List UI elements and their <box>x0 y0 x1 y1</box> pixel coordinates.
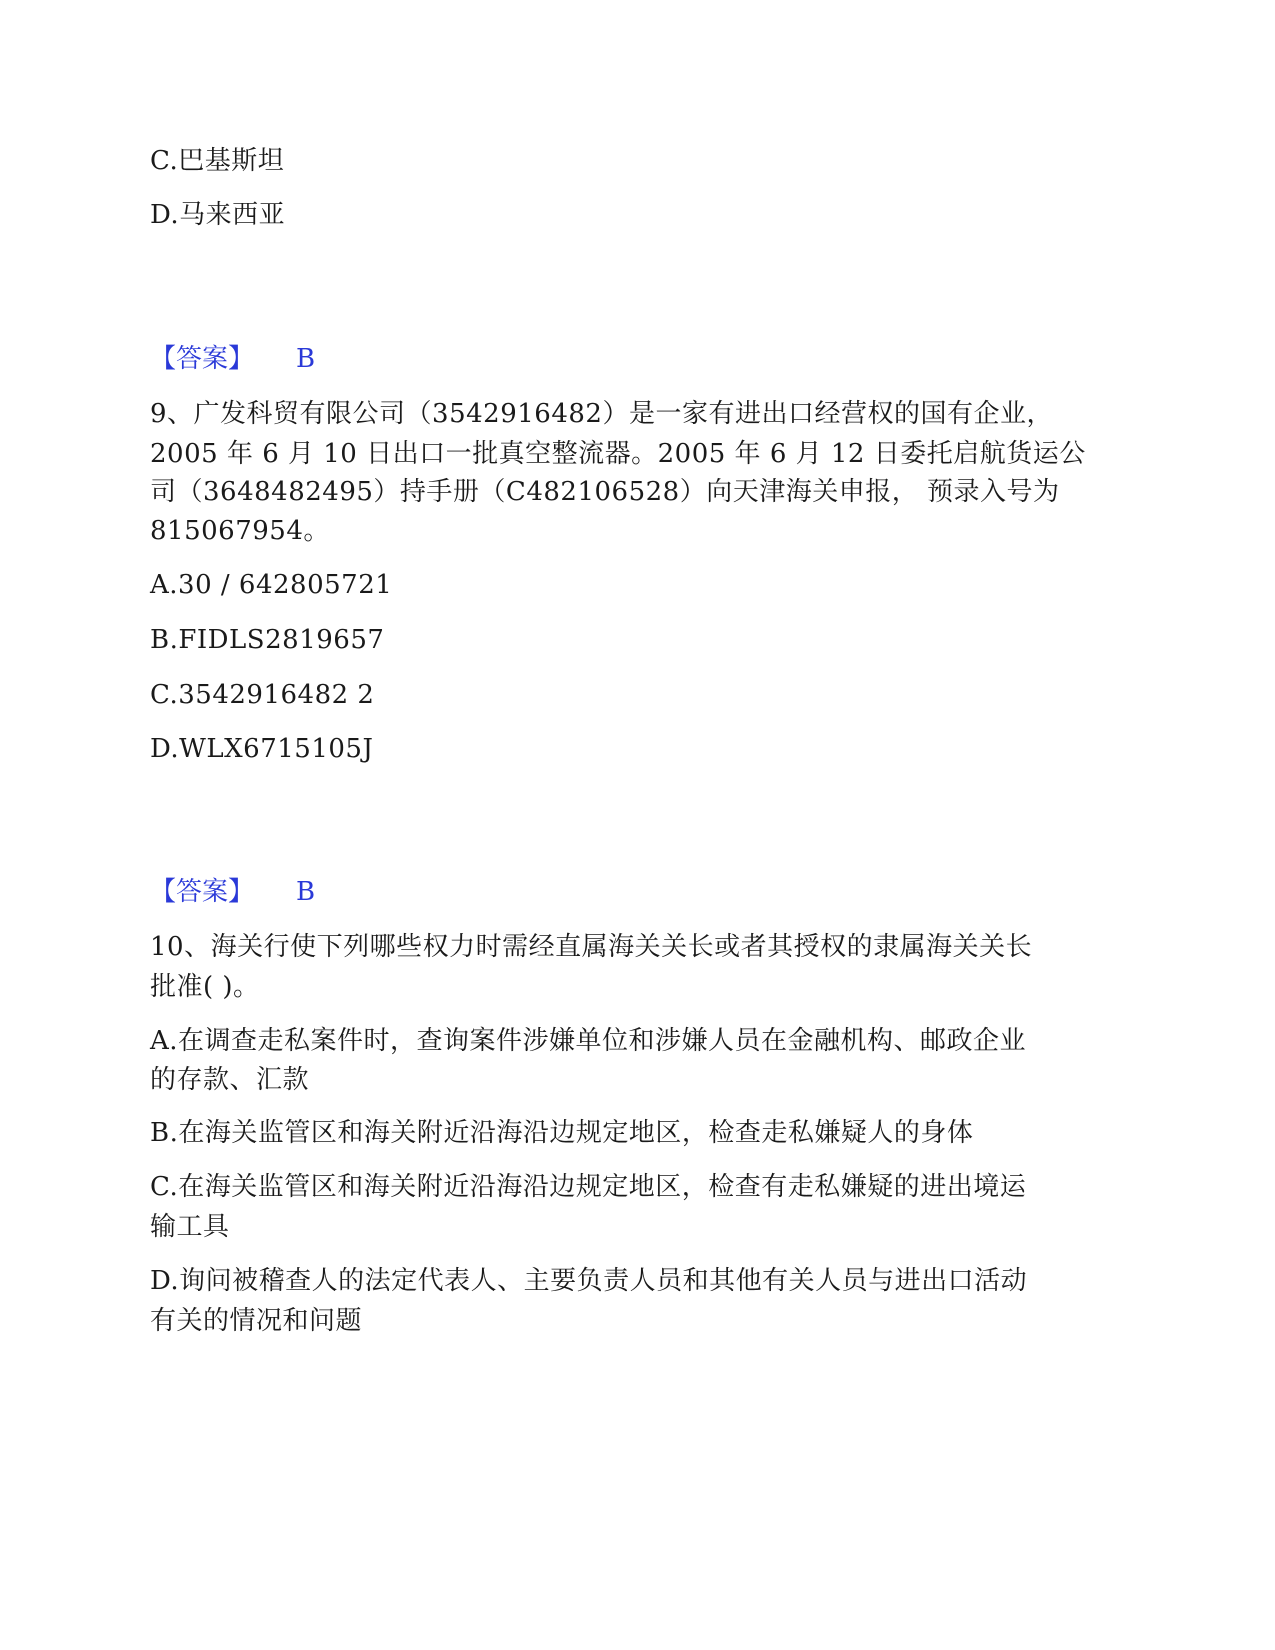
q9-stem-line-1: 9、广发科贸有限公司（3542916482）是一家有进出口经营权的国有企业， <box>150 399 1053 429</box>
q8-option-d: D.马来西亚 <box>150 200 286 230</box>
q9-option-d: D.WLX6715105J <box>150 734 374 764</box>
answer-label: 【答案】 <box>150 877 255 907</box>
q8-answer <box>150 340 315 378</box>
q10-option-a-line-2: 的存款、汇款 <box>150 1065 310 1095</box>
q9-stem-line-3: 司（3648482495）持手册（C482106528）向天津海关申报， 预录入号为 <box>150 477 1060 507</box>
q9-option-a: A.30 / 642805721 <box>150 570 393 600</box>
answer-value: B <box>296 344 316 374</box>
q10-option-c-line-2: 输工具 <box>150 1212 230 1242</box>
q10-option-c-line-1: C.在海关监管区和海关附近沿海沿边规定地区，检查有走私嫌疑的进出境运 <box>150 1172 1027 1202</box>
q9-stem-line-2: 2005 年 6 月 10 日出口一批真空整流器。2005 年 6 月 12 日委托启航货运公 <box>150 439 1086 469</box>
q10-stem-line-2: 批准( )。 <box>150 972 260 1002</box>
answer-label: 【答案】 <box>150 344 255 374</box>
q9-answer <box>150 873 315 911</box>
q10-option-a-line-1: A.在调查走私案件时，查询案件涉嫌单位和涉嫌人员在金融机构、邮政企业 <box>150 1026 1027 1056</box>
q10-option-d-line-1: D.询问被稽查人的法定代表人、主要负责人员和其他有关人员与进出口活动 <box>150 1266 1028 1296</box>
q8-option-c: C.巴基斯坦 <box>150 146 285 176</box>
answer-value: B <box>296 877 316 907</box>
q9-option-b: B.FIDLS2819657 <box>150 625 385 655</box>
q9-stem-line-4: 815067954。 <box>150 516 330 546</box>
q10-stem-line-1: 10、海关行使下列哪些权力时需经直属海关关长或者其授权的隶属海关关长 <box>150 932 1033 962</box>
q10-option-d-line-2: 有关的情况和问题 <box>150 1306 363 1336</box>
q10-option-b: B.在海关监管区和海关附近沿海沿边规定地区，检查走私嫌疑人的身体 <box>150 1118 974 1148</box>
q9-option-c: C.3542916482 2 <box>150 680 375 710</box>
